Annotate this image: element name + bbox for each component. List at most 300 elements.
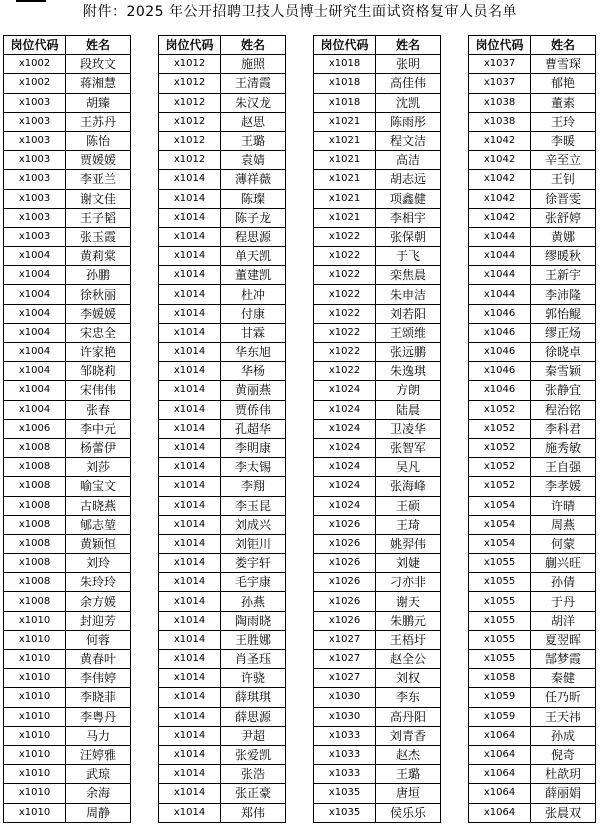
header-name: 姓名 [531,36,596,55]
table-row [4,707,131,726]
table-row [4,515,131,534]
person-name-cell: 高丹阳 [376,707,441,726]
position-code-cell: x1024 [314,477,376,496]
position-code-cell: x1003 [4,93,66,112]
position-code-cell: x1052 [469,419,531,438]
position-code-cell: x1022 [314,247,376,266]
person-name-cell: 李孝媛 [531,477,596,496]
table-row [159,745,286,764]
title-bar [0,0,600,28]
table-row [314,55,441,74]
position-code-cell: x1014 [159,534,221,553]
table-row [469,112,596,131]
person-name-cell: 邹晓莉 [66,362,131,381]
position-code-cell: x1010 [4,803,66,822]
table-row [4,170,131,189]
position-code-cell: x1014 [159,304,221,323]
table-row [159,803,286,822]
person-name-cell: 程文洁 [376,131,441,150]
position-code-cell: x1022 [314,266,376,285]
table-row [469,803,596,822]
person-name-cell: 王天祎 [531,707,596,726]
table-row [4,573,131,592]
table-row [314,496,441,515]
person-name-cell: 王自强 [531,458,596,477]
header-name: 姓名 [376,36,441,55]
person-name-cell: 施照 [221,55,286,74]
position-code-cell: x1008 [4,592,66,611]
table-row [159,285,286,304]
position-code-cell: x1042 [469,189,531,208]
person-name-cell: 张明 [376,55,441,74]
person-name-cell: 缪正炀 [531,323,596,342]
table-row [159,189,286,208]
person-name-cell: 李翔 [221,477,286,496]
person-name-cell: 李太锡 [221,458,286,477]
table-row [4,458,131,477]
position-code-cell: x1055 [469,650,531,669]
position-code-cell: x1014 [159,554,221,573]
person-name-cell: 李东 [376,688,441,707]
position-code-cell: x1044 [469,285,531,304]
person-name-cell: 王琦 [376,515,441,534]
position-code-cell: x1014 [159,592,221,611]
person-name-cell: 李暖 [531,131,596,150]
person-name-cell: 王玲 [531,112,596,131]
person-name-cell: 王胜娜 [221,630,286,649]
table-header-row [159,36,286,55]
person-name-cell: 谢文佳 [66,189,131,208]
table-row [314,208,441,227]
table-row [314,765,441,784]
position-code-cell: x1014 [159,707,221,726]
table-row [469,285,596,304]
position-code-cell: x1044 [469,227,531,246]
position-code-cell: x1010 [4,688,66,707]
person-name-cell: 刘青香 [376,726,441,745]
position-code-cell: x1052 [469,458,531,477]
person-name-cell: 缪暖秋 [531,247,596,266]
table-row [4,611,131,630]
table-row [159,112,286,131]
position-code-cell: x1021 [314,170,376,189]
table-row [469,343,596,362]
table-row [314,630,441,649]
table-row [159,362,286,381]
table-row [4,93,131,112]
position-code-cell: x1004 [4,266,66,285]
position-code-cell: x1003 [4,151,66,170]
table-row [4,323,131,342]
table-row [159,170,286,189]
table-row [314,247,441,266]
table-row [4,477,131,496]
person-name-cell: 郭怡鲲 [531,304,596,323]
table-row [314,803,441,822]
person-name-cell: 喻宝文 [66,477,131,496]
person-name-cell: 胡志远 [376,170,441,189]
position-code-cell: x1022 [314,362,376,381]
position-code-cell: x1008 [4,496,66,515]
position-code-cell: x1018 [314,55,376,74]
position-code-cell: x1008 [4,534,66,553]
position-code-cell: x1014 [159,208,221,227]
position-code-cell: x1014 [159,189,221,208]
position-code-cell: x1058 [469,669,531,688]
person-name-cell: 李沛隆 [531,285,596,304]
person-name-cell: 沈凯 [376,93,441,112]
person-name-cell: 高洁 [376,151,441,170]
person-name-cell: 李中元 [66,419,131,438]
table-row [314,669,441,688]
table-row [4,534,131,553]
position-code-cell: x1014 [159,227,221,246]
person-name-cell: 华杨 [221,362,286,381]
table-header-row [4,36,131,55]
person-name-cell: 杜冲 [221,285,286,304]
person-name-cell: 朱鹏元 [376,611,441,630]
table-row [314,285,441,304]
position-code-cell: x1055 [469,554,531,573]
position-code-cell: x1042 [469,131,531,150]
position-code-cell: x1059 [469,688,531,707]
table-row [314,726,441,745]
person-name-cell: 陆晨 [376,400,441,419]
position-code-cell: x1027 [314,630,376,649]
table-row [159,208,286,227]
position-code-cell: x1022 [314,343,376,362]
table-row [159,650,286,669]
person-name-cell: 张智军 [376,438,441,457]
person-name-cell: 张远鹏 [376,343,441,362]
position-code-cell: x1064 [469,726,531,745]
person-name-cell: 张海峰 [376,477,441,496]
person-name-cell: 杨蕾伊 [66,438,131,457]
position-code-cell: x1059 [469,707,531,726]
person-name-cell: 朱汉龙 [221,93,286,112]
table-row [4,554,131,573]
person-name-cell: 徐晋雯 [531,189,596,208]
person-name-cell: 余海 [66,784,131,803]
position-code-cell: x1004 [4,400,66,419]
table-row [314,227,441,246]
position-code-cell: x1033 [314,726,376,745]
position-code-cell: x1014 [159,419,221,438]
position-code-cell: x1026 [314,573,376,592]
person-name-cell: 贾侨伟 [221,400,286,419]
position-code-cell: x1055 [469,630,531,649]
table-row [314,343,441,362]
position-code-cell: x1014 [159,611,221,630]
table-row [159,381,286,400]
position-code-cell: x1014 [159,458,221,477]
person-name-cell: 徐秋丽 [66,285,131,304]
table-row [469,438,596,457]
person-name-cell: 赵思 [221,112,286,131]
person-name-cell: 秦健 [531,669,596,688]
table-row [314,381,441,400]
person-name-cell: 周静 [66,803,131,822]
position-code-cell: x1010 [4,630,66,649]
position-code-cell: x1033 [314,745,376,764]
header-code: 岗位代码 [4,36,66,55]
person-name-cell: 张静宜 [531,381,596,400]
position-code-cell: x1008 [4,515,66,534]
position-code-cell: x1055 [469,573,531,592]
person-name-cell: 郜梦霞 [531,650,596,669]
position-code-cell: x1018 [314,74,376,93]
position-code-cell: x1035 [314,803,376,822]
table-row [314,112,441,131]
table-row [4,151,131,170]
position-code-cell: x1012 [159,112,221,131]
table-row [314,534,441,553]
position-code-cell: x1044 [469,247,531,266]
person-name-cell: 张保朝 [376,227,441,246]
position-code-cell: x1024 [314,496,376,515]
table-row [4,803,131,822]
person-name-cell: 王子韬 [66,208,131,227]
person-name-cell: 孔超华 [221,419,286,438]
person-name-cell: 王苏丹 [66,112,131,131]
table-row [4,304,131,323]
table-row [4,208,131,227]
position-code-cell: x1014 [159,515,221,534]
table-row [159,765,286,784]
table-row [469,592,596,611]
table-row [314,515,441,534]
person-name-cell: 杜歆玥 [531,765,596,784]
table-row [159,611,286,630]
person-name-cell: 任乃昕 [531,688,596,707]
table-row [314,93,441,112]
table-row [314,458,441,477]
table-row [469,611,596,630]
table-header-row [314,36,441,55]
position-code-cell: x1014 [159,496,221,515]
position-code-cell: x1008 [4,477,66,496]
position-code-cell: x1021 [314,131,376,150]
person-name-cell: 甘霖 [221,323,286,342]
person-name-cell: 陈璨 [221,189,286,208]
table-row [159,573,286,592]
table-row [314,650,441,669]
person-name-cell: 袁婧 [221,151,286,170]
position-code-cell: x1014 [159,784,221,803]
person-name-cell: 宋忠全 [66,323,131,342]
person-name-cell: 古晓燕 [66,496,131,515]
position-code-cell: x1004 [4,381,66,400]
position-code-cell: x1006 [4,419,66,438]
table-row [469,554,596,573]
person-name-cell: 董素 [531,93,596,112]
position-code-cell: x1064 [469,745,531,764]
position-code-cell: x1014 [159,170,221,189]
person-name-cell: 孙成 [531,726,596,745]
table-row [159,707,286,726]
position-code-cell: x1052 [469,477,531,496]
person-name-cell: 陶雨晓 [221,611,286,630]
table-row [4,112,131,131]
person-name-cell: 张爱凯 [221,745,286,764]
position-code-cell: x1004 [4,362,66,381]
table-row [314,362,441,381]
table-row [159,784,286,803]
person-name-cell: 唐垣 [376,784,441,803]
table-row [469,227,596,246]
position-code-cell: x1014 [159,669,221,688]
person-name-cell: 李粤丹 [66,707,131,726]
position-code-cell: x1052 [469,400,531,419]
person-name-cell: 李媛媛 [66,304,131,323]
table-row [159,477,286,496]
table-row [314,131,441,150]
person-name-cell: 郑伟 [221,803,286,822]
table-row [314,189,441,208]
position-code-cell: x1064 [469,803,531,822]
position-code-cell: x1003 [4,208,66,227]
table-row [469,362,596,381]
position-code-cell: x1026 [314,515,376,534]
position-code-cell: x1003 [4,112,66,131]
table-row [159,247,286,266]
table-row [159,669,286,688]
position-code-cell: x1012 [159,74,221,93]
table-row [469,170,596,189]
person-name-cell: 李伟婷 [66,669,131,688]
person-name-cell: 何蓉 [66,630,131,649]
position-code-cell: x1026 [314,611,376,630]
position-code-cell: x1024 [314,458,376,477]
person-name-cell: 华东旭 [221,343,286,362]
person-name-cell: 黄莉棠 [66,247,131,266]
table-row [159,496,286,515]
position-code-cell: x1038 [469,93,531,112]
person-name-cell: 王璐 [221,131,286,150]
person-name-cell: 侯乐乐 [376,803,441,822]
person-name-cell: 胡臻 [66,93,131,112]
person-name-cell: 肖圣珏 [221,650,286,669]
person-name-cell: 于丹 [531,592,596,611]
person-name-cell: 孙燕 [221,592,286,611]
table-row [469,669,596,688]
position-code-cell: x1014 [159,247,221,266]
table-row [4,131,131,150]
position-code-cell: x1042 [469,208,531,227]
table-row [469,400,596,419]
person-name-cell: 朱玲玲 [66,573,131,592]
position-code-cell: x1012 [159,151,221,170]
position-code-cell: x1004 [4,285,66,304]
position-code-cell: x1002 [4,55,66,74]
person-name-cell: 王清霞 [221,74,286,93]
position-code-cell: x1042 [469,151,531,170]
table-row [4,343,131,362]
table-row [4,669,131,688]
person-name-cell: 陈子龙 [221,208,286,227]
table-row [4,381,131,400]
position-code-cell: x1022 [314,323,376,342]
table-row [4,650,131,669]
person-name-cell: 刘权 [376,669,441,688]
table-row [469,189,596,208]
position-code-cell: x1026 [314,554,376,573]
position-code-cell: x1055 [469,592,531,611]
position-code-cell: x1014 [159,630,221,649]
position-code-cell: x1021 [314,189,376,208]
table-row [314,745,441,764]
position-code-cell: x1010 [4,669,66,688]
table-row [159,592,286,611]
person-name-cell: 张舒婷 [531,208,596,227]
position-code-cell: x1004 [4,304,66,323]
table-row [469,688,596,707]
position-code-cell: x1022 [314,304,376,323]
table-row [314,170,441,189]
position-code-cell: x1008 [4,458,66,477]
person-name-cell: 王新宇 [531,266,596,285]
person-name-cell: 李晓菲 [66,688,131,707]
position-code-cell: x1026 [314,534,376,553]
position-code-cell: x1014 [159,266,221,285]
person-name-cell: 姚羿伟 [376,534,441,553]
table-row [314,592,441,611]
person-name-cell: 孙鹏 [66,266,131,285]
person-name-cell: 贾媛媛 [66,151,131,170]
table-row [314,611,441,630]
person-name-cell: 周燕 [531,515,596,534]
table-row [469,151,596,170]
person-name-cell: 程思源 [221,227,286,246]
position-code-cell: x1024 [314,438,376,457]
position-code-cell: x1014 [159,400,221,419]
person-name-cell: 李亚兰 [66,170,131,189]
position-code-cell: x1037 [469,55,531,74]
table-row [314,266,441,285]
position-code-cell: x1014 [159,803,221,822]
position-code-cell: x1014 [159,323,221,342]
person-name-cell: 娄宇轩 [221,554,286,573]
person-name-cell: 王颂维 [376,323,441,342]
position-code-cell: x1014 [159,650,221,669]
table-row [469,515,596,534]
table-row [4,784,131,803]
table-row [159,151,286,170]
table-row [314,784,441,803]
person-name-cell: 薛丽娟 [531,784,596,803]
position-code-cell: x1010 [4,707,66,726]
person-name-cell: 项鑫健 [376,189,441,208]
table-row [159,131,286,150]
table-row [469,650,596,669]
person-name-cell: 黄颖恒 [66,534,131,553]
person-name-cell: 赵杰 [376,745,441,764]
position-code-cell: x1033 [314,765,376,784]
table-row [159,227,286,246]
table-row [469,726,596,745]
person-name-cell: 曹雪琛 [531,55,596,74]
table-row [314,74,441,93]
table-row [469,131,596,150]
person-name-cell: 董建凯 [221,266,286,285]
person-name-cell: 朱申洁 [376,285,441,304]
position-code-cell: x1014 [159,362,221,381]
person-name-cell: 陈雨彤 [376,112,441,131]
person-name-cell: 王钊 [531,170,596,189]
table-row [469,247,596,266]
person-name-cell: 张浩 [221,765,286,784]
person-name-cell: 赵全公 [376,650,441,669]
